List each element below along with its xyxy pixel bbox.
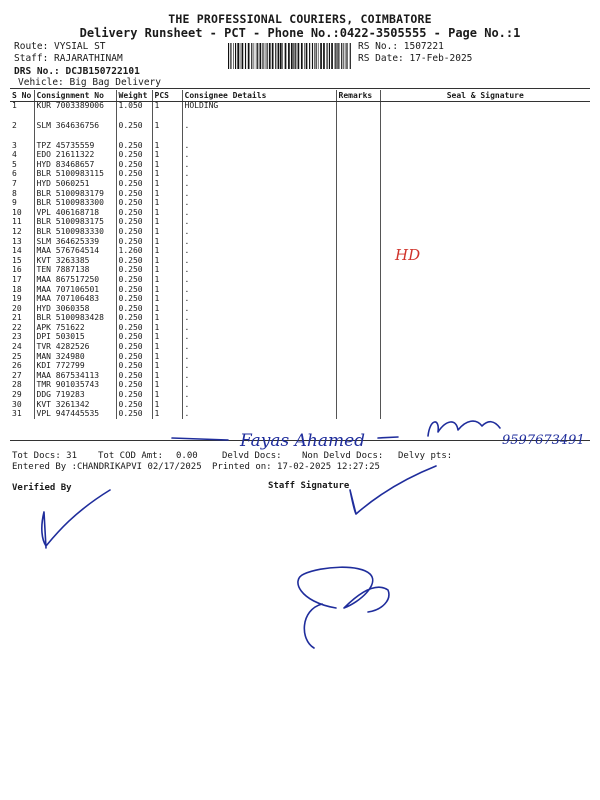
row-pcs: 1 (152, 409, 182, 419)
row-consignee: . (182, 332, 336, 342)
row-pcs: 1 (152, 275, 182, 285)
col-header-pcs: PCS (152, 90, 182, 101)
row-pcs: 1 (152, 285, 182, 295)
row-sno: 30 (12, 399, 22, 409)
row-consignee: . (182, 390, 336, 400)
row-consignee: . (182, 198, 336, 208)
row-pcs: 1 (152, 352, 182, 362)
row-consignment: DDG 719283 (34, 390, 116, 400)
row-weight: 0.250 (116, 400, 152, 410)
row-pcs: 1 (152, 371, 182, 381)
row-sno: 28 (12, 380, 22, 390)
row-consignee: . (182, 371, 336, 381)
row-weight: 0.250 (116, 111, 152, 141)
row-weight: 0.250 (116, 160, 152, 170)
row-consignment: SLM 364625339 (34, 237, 116, 247)
verifier-signature (42, 490, 110, 548)
row-consignment: BLR 5100983175 (34, 217, 116, 227)
row-pcs: 1 (152, 361, 182, 371)
row-sno: 16 (12, 265, 22, 275)
row-sno: 4 (12, 150, 17, 160)
row-weight: 0.250 (116, 371, 152, 381)
row-sno: 19 (12, 294, 22, 304)
row-pcs: 1 (152, 304, 182, 314)
row-sno: 24 (12, 342, 22, 352)
row-sno: 3 (12, 140, 17, 150)
total-cod-label: Tot COD Amt: (98, 451, 164, 461)
row-sno: 27 (12, 370, 22, 380)
row-weight: 0.250 (116, 285, 152, 295)
row-consignment: KDI 772799 (34, 361, 116, 371)
row-sno: 23 (12, 332, 22, 342)
entered-by: Entered By :CHANDRIKAPVI 02/17/2025 (12, 462, 202, 472)
row-consignee: . (182, 380, 336, 390)
row-weight: 0.250 (116, 352, 152, 362)
row-consignee: . (182, 265, 336, 275)
row-weight: 0.250 (116, 265, 152, 275)
row-pcs: 1 (152, 198, 182, 208)
row-sno: 17 (12, 274, 22, 284)
row-consignee: . (182, 111, 336, 141)
row-sno: 31 (12, 409, 22, 419)
row-sno: 9 (12, 198, 17, 208)
row-consignee: . (182, 179, 336, 189)
row-pcs: 1 (152, 380, 182, 390)
row-weight: 0.250 (116, 304, 152, 314)
row-weight: 0.250 (116, 380, 152, 390)
row-pcs: 1 (152, 342, 182, 352)
row-sno: 20 (12, 303, 22, 313)
row-consignment: VPL 406168718 (34, 208, 116, 218)
row-weight: 0.250 (116, 237, 152, 247)
row-pcs: 1 (152, 217, 182, 227)
row-weight: 0.250 (116, 179, 152, 189)
col-header-consignee: Consignee Details (182, 90, 336, 101)
row-consignee: . (182, 189, 336, 199)
row-consignment: APK 751622 (34, 323, 116, 333)
row-pcs: 1 (152, 189, 182, 199)
row-sno: 8 (12, 188, 17, 198)
row-pcs: 1 (152, 390, 182, 400)
row-weight: 0.250 (116, 189, 152, 199)
row-consignee: . (182, 313, 336, 323)
delivered-docs: Delvd Docs: (222, 451, 282, 461)
row-weight: 0.250 (116, 256, 152, 266)
row-consignee: . (182, 304, 336, 314)
row-sno: 2 (12, 120, 17, 130)
row-weight: 0.250 (116, 342, 152, 352)
row-consignment: TVR 4282526 (34, 342, 116, 352)
rs-number: RS No.: 1507221 (358, 41, 444, 52)
row-weight: 0.250 (116, 409, 152, 419)
row-sno: 22 (12, 322, 22, 332)
row-consignment: BLR 5100983330 (34, 227, 116, 237)
large-signature (298, 567, 389, 648)
row-sno: 7 (12, 178, 17, 188)
row-weight: 0.250 (116, 275, 152, 285)
staff-signature-label: Staff Signature (268, 481, 350, 491)
printed-on: Printed on: 17-02-2025 12:27:25 (212, 462, 380, 472)
row-consignee: . (182, 160, 336, 170)
row-sno: 29 (12, 390, 22, 400)
row-pcs: 1 (152, 246, 182, 256)
row-consignment: MAA 576764514 (34, 246, 116, 256)
row-pcs: 1 (152, 294, 182, 304)
row-consignment: DPI 503015 (34, 332, 116, 342)
row-weight: 0.250 (116, 208, 152, 218)
row-consignment: EDO 21611322 (34, 150, 116, 160)
row-consignee: . (182, 285, 336, 295)
row-consignee: . (182, 361, 336, 371)
row-consignee: . (182, 237, 336, 247)
drs-number: DRS No.: DCJB150722101 (14, 66, 140, 77)
row-consignment: MAA 867534113 (34, 371, 116, 381)
row-pcs: 1 (152, 141, 182, 151)
col-header-weight: Weight (116, 90, 152, 101)
row-weight: 0.250 (116, 390, 152, 400)
row-pcs: 1 (152, 400, 182, 410)
row-consignee: . (182, 141, 336, 151)
row-pcs: 1 (152, 313, 182, 323)
row-consignment: TEN 7887138 (34, 265, 116, 275)
row-consignee: . (182, 169, 336, 179)
row-sno: 14 (12, 246, 22, 256)
row-weight: 1.050 (116, 101, 152, 111)
row-weight: 0.250 (116, 313, 152, 323)
row-weight: 0.250 (116, 169, 152, 179)
row-pcs: 1 (152, 227, 182, 237)
row-pcs: 1 (152, 256, 182, 266)
company-title: THE PROFESSIONAL COURIERS, COIMBATORE (168, 12, 432, 26)
row-consignee: . (182, 400, 336, 410)
row-weight: 0.250 (116, 323, 152, 333)
row-consignment: KVT 3261342 (34, 400, 116, 410)
row-consignee: . (182, 275, 336, 285)
row-consignment: HYD 83468657 (34, 160, 116, 170)
row-pcs: 1 (152, 169, 182, 179)
row-pcs: 1 (152, 208, 182, 218)
row-consignment: VPL 947445535 (34, 409, 116, 419)
runsheet-subtitle: Delivery Runsheet - PCT - Phone No.:0422-3505555 - Page No.:1 (79, 26, 521, 40)
row-consignment: HYD 3060358 (34, 304, 116, 314)
row-sno: 5 (12, 159, 17, 169)
row-weight: 0.250 (116, 332, 152, 342)
row-pcs: 1 (152, 332, 182, 342)
row-consignment: MAN 324980 (34, 352, 116, 362)
non-delivered-docs: Non Delvd Docs: (302, 451, 384, 461)
row-consignee: HOLDING (182, 101, 336, 111)
receiver-phone: 9597673491 (502, 433, 585, 448)
row-pcs: 1 (152, 160, 182, 170)
row-sno: 18 (12, 284, 22, 294)
col-header-remarks: Remarks (336, 90, 380, 101)
row-weight: 0.250 (116, 217, 152, 227)
col-header-sno: S No (12, 91, 32, 100)
staff-label: Staff: RAJARATHINAM (14, 53, 123, 64)
row-consignment: MAA 707106483 (34, 294, 116, 304)
row-consignment: TPZ 45735559 (34, 141, 116, 151)
row-consignee: . (182, 227, 336, 237)
row-pcs: 1 (152, 179, 182, 189)
row-consignment: BLR 5100983179 (34, 189, 116, 199)
row-sno: 26 (12, 361, 22, 371)
row-consignment: KUR 7003389006 (34, 101, 116, 111)
row-consignment: MAA 707106501 (34, 285, 116, 295)
row-consignment: KVT 3263385 (34, 256, 116, 266)
row-consignee: . (182, 150, 336, 160)
remark-mark: HD (395, 246, 421, 264)
row-consignment: BLR 5100983115 (34, 169, 116, 179)
rs-date: RS Date: 17-Feb-2025 (358, 53, 473, 64)
col-header-seal: Seal & Signature (380, 90, 590, 101)
row-consignment: TMR 901035743 (34, 380, 116, 390)
row-consignment: HYD 5060251 (34, 179, 116, 189)
row-pcs: 1 (152, 111, 182, 141)
row-sno: 10 (12, 207, 22, 217)
row-consignee: . (182, 217, 336, 227)
row-consignee: . (182, 208, 336, 218)
row-consignee: . (182, 256, 336, 266)
row-pcs: 1 (152, 101, 182, 111)
row-sno: 1 (12, 101, 17, 110)
vehicle-label: Vehicle: Big Bag Delivery (18, 77, 161, 88)
row-consignee: . (182, 342, 336, 352)
row-pcs: 1 (152, 150, 182, 160)
col-header-consignment: Consignment No (34, 90, 116, 101)
row-sno: 6 (12, 169, 17, 179)
receiver-name: Fayas Ahamed (240, 431, 366, 451)
row-weight: 0.250 (116, 150, 152, 160)
row-pcs: 1 (152, 265, 182, 275)
row-pcs: 1 (152, 237, 182, 247)
row-sno: 11 (12, 217, 22, 227)
row-weight: 0.250 (116, 361, 152, 371)
row-weight: 0.250 (116, 198, 152, 208)
row-consignee: . (182, 246, 336, 256)
row-weight: 0.250 (116, 141, 152, 151)
row-consignment: SLM 364636756 (34, 111, 116, 141)
total-cod-value: 0.00 (176, 451, 198, 461)
staff-signature (350, 466, 436, 514)
delivery-points: Delvy pts: (398, 451, 453, 461)
row-sno: 13 (12, 236, 22, 246)
row-consignment: MAA 867517250 (34, 275, 116, 285)
row-consignee: . (182, 323, 336, 333)
route-label: Route: VYSIAL ST (14, 41, 106, 52)
row-consignee: . (182, 294, 336, 304)
row-pcs: 1 (152, 323, 182, 333)
row-consignment: BLR 5100983428 (34, 313, 116, 323)
row-weight: 0.250 (116, 294, 152, 304)
row-sno: 21 (12, 313, 22, 323)
row-weight: 1.260 (116, 246, 152, 256)
total-docs: Tot Docs: 31 (12, 451, 78, 461)
row-sno: 15 (12, 255, 22, 265)
row-sno: 12 (12, 226, 22, 236)
row-weight: 0.250 (116, 227, 152, 237)
receiver-signature (428, 421, 500, 436)
row-consignment: BLR 5100983300 (34, 198, 116, 208)
row-consignee: . (182, 409, 336, 419)
row-consignee: . (182, 352, 336, 362)
row-sno: 25 (12, 351, 22, 361)
verified-by-label: Verified By (12, 483, 72, 493)
